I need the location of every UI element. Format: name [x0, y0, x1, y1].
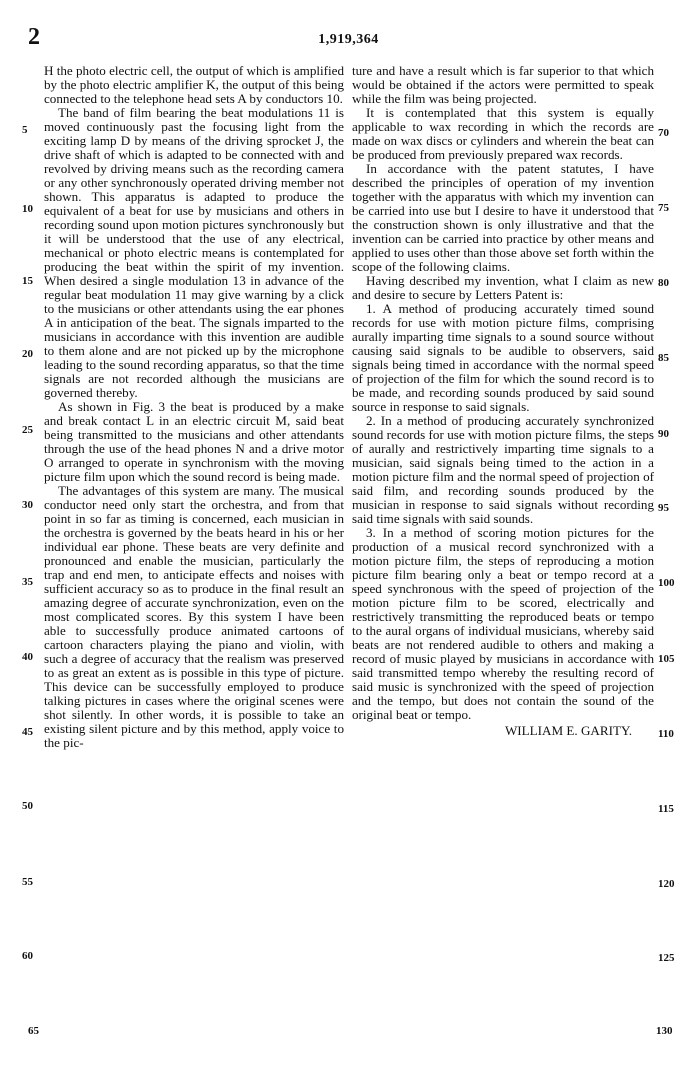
paragraph: The band of film bearing the beat modulations 11 is moved continuously past the focusing light from the exciting lamp D by means of the driving sprocket J, the drive shaft of which is adapted to be connected with and revolved by driving means such as the recording camera or any other synchronously operated driving member not shown. This apparatus is adapted to produce the equivalent of a beat for use by musicians and others in recording sound upon motion pictures synchronously but it will be understood that the use of any electrical, mechanical or photo electric means is contemplated for producing the beat within the spirit of my invention. When desired a single modulation 13 in advance of the regular beat modulation 11 may give warning by a click to the musicians or other attendants using the ear phones A in anticipation of the beat. The signals imparted to the musicians in accordance with this invention are audible to them alone and are not picked up by the microphone leading to the sound recording apparatus, so that the time signals are not recorded although the musicians are governed thereby. — [44, 105, 344, 400]
line-number: 75 — [658, 202, 669, 214]
left-column — [44, 64, 344, 750]
line-number: 105 — [658, 653, 675, 665]
line-number: 25 — [22, 424, 33, 436]
claim: 1. A method of producing accurately timed sound records for use with motion picture films, comprising aurally imparting time signals to a sound source without causing said signals to be audible to observers, said signals being timed in accordance with the normal speed of projection of the film for which the sound record is to be made, and recording sounds produced by said sound source in response to said signals. — [352, 301, 654, 414]
line-number: 10 — [22, 203, 33, 215]
claim: 3. In a method of scoring motion pictures for the production of a musical record synchronized with a motion picture film, the steps of reproducing a motion picture film bearing only a beat or tempo record at a speed synchronous with the speed of projection of the motion picture film to be scored, electrically and restrictively transmitting the reproduced beats or tempo to the aural organs of individual musicians, whereby said beats are not rendered audible to others and making a record of music played by musicians in accordance with said transmitted tempo whereby the resulting record of said music is synchronized with the speed of projection and the tempo, but does not contain the sound of the original beat or tempo. — [352, 525, 654, 722]
line-number: 100 — [658, 577, 675, 589]
footer-line-number-right: 130 — [656, 1025, 673, 1037]
paragraph: H the photo electric cell, the output of which is amplified by the photo electric amplifier K, the output of this being connected to the telephone head sets A by conductors 10. — [44, 63, 344, 106]
line-number: 35 — [22, 576, 33, 588]
paragraph: ture and have a result which is far superior to that which would be obtained if the actors were permitted to speak while the film was being projected. — [352, 63, 654, 106]
paragraph: Having described my invention, what I claim as new and desire to secure by Letters Patent is: — [352, 273, 654, 302]
line-number: 80 — [658, 277, 669, 289]
paragraph: As shown in Fig. 3 the beat is produced by a make and break contact L in an electric circuit M, said beat being transmitted to the musicians and other attendants through the use of the head phones N and a drive motor O arranged to operate in synchronism with the moving picture film upon which the sound record is being made. — [44, 399, 344, 484]
line-number: 5 — [22, 124, 28, 136]
line-number: 45 — [22, 726, 33, 738]
line-number: 125 — [658, 952, 675, 964]
line-number: 110 — [658, 728, 674, 740]
paragraph: The advantages of this system are many. The musical conductor need only start the orchestra, and from that point in so far as timing is concerned, each musician in the orchestra is governed by the beats heard in his or her individual ear phone. These beats are very definite and pronounced and enable the musician, particularly the trap and end men, to anticipate effects and noises with sufficient accuracy so as to produce in the final result an amazing degree of accurate synchronization, even on the most complicated scores. By this system I have been able to successfully produce animated cartoons of cartoon characters playing the piano and violin, with such a degree of accuracy that the realism was preserved to as great an extent as is possible in this type of picture. This device can be successfully employed to produce talking pictures in cases where the original scenes were shot silently. In other words, it is possible to take an existing silent picture and by this method, apply voice to the pic- — [44, 483, 344, 750]
paragraph: It is contemplated that this system is equally applicable to wax recording in which the records are made on wax discs or cylinders and wherein the beat can be produced from previously prepared wax records. — [352, 105, 654, 162]
line-number: 70 — [658, 127, 669, 139]
right-column — [352, 64, 654, 738]
line-number: 85 — [658, 352, 669, 364]
line-number: 60 — [22, 950, 33, 962]
line-number: 40 — [22, 651, 33, 663]
line-number: 50 — [22, 800, 33, 812]
line-number: 30 — [22, 499, 33, 511]
footer-line-number-left: 65 — [28, 1025, 39, 1037]
line-number: 15 — [22, 275, 33, 287]
line-number: 115 — [658, 803, 674, 815]
line-number: 20 — [22, 348, 33, 360]
patent-number: 1,919,364 — [318, 32, 379, 47]
line-number: 55 — [22, 876, 33, 888]
inventor-signature: WILLIAM E. GARITY. — [504, 723, 632, 738]
line-number: 95 — [658, 502, 669, 514]
claim: 2. In a method of producing accurately synchronized sound records for use with motion picture films, the steps of aurally and restrictively imparting time signals to a musician, said signals being timed to the action in a motion picture film and the normal speed of projection of said film, and recording sounds produced by the musician in response to said signals without recording said time signals with said sounds. — [352, 413, 654, 526]
line-number: 120 — [658, 878, 675, 890]
page-number: 2 — [28, 24, 40, 50]
line-number: 90 — [658, 428, 669, 440]
paragraph: In accordance with the patent statutes, I have described the principles of operation of my invention together with the apparatus with which my invention can be carried into use but I desire to have it understood that the construction shown is only illustrative and that the invention can be carried into practice by other means and applied to uses other than those above set forth within the scope of the following claims. — [352, 161, 654, 274]
